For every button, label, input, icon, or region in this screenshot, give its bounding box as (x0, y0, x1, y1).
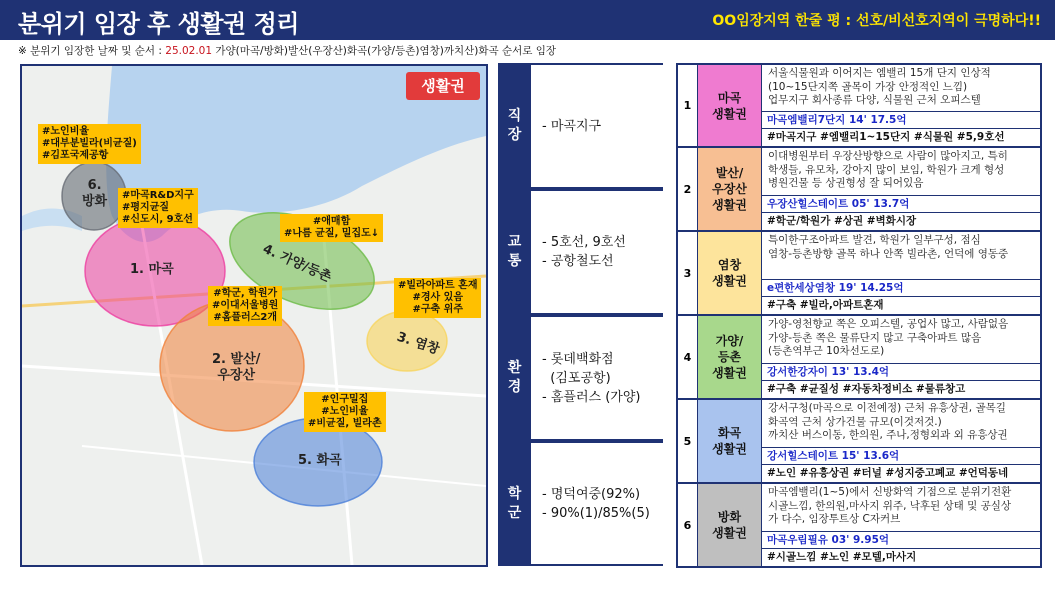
area-description (762, 148, 1040, 193)
area-row-6 (678, 484, 1040, 566)
area-number: 6 (678, 484, 698, 566)
map-tag-magok: #마곡R&D지구 #평지균질 #신도시, 9호선 (118, 188, 198, 228)
category-label: 직장 (498, 65, 531, 187)
zone-label-4: 4. 가양/등촌 (260, 241, 334, 286)
area-description (762, 232, 1040, 263)
map-tag-yeomchang: #빌라아파트 혼재 #경사 있음 #구축 위주 (394, 278, 481, 318)
description-line: 가 다수, 임장투트상 C자커브 (768, 513, 901, 525)
area-name: 발산/ 우장산 생활권 (698, 148, 762, 230)
area-name: 마곡 생활권 (698, 65, 762, 146)
zone-label-6: 6. 방화 (82, 178, 108, 209)
description-line: 병원건물 등 상권형성 잘 되어있음 (768, 177, 924, 189)
representative-apartment: 마곡우림필유 03' 9.95억 (762, 531, 1040, 549)
zone-label-5: 5. 화곡 (298, 453, 342, 468)
description-line: 염창-등촌방향 골목 하나 안쪽 빌라촌, 언덕에 영동중 (768, 247, 1009, 260)
notice-route: 가양(마곡/방화)발산(우장산)화곡(가양/등촌)염창)까치산)화곡 순서로 임장 (215, 45, 557, 57)
description-line: 가양-등촌 쪽은 물류단지 많고 구축아파트 많음 (768, 331, 982, 344)
description-line: (등촌역부근 10차선도로) (768, 345, 885, 357)
category-environment (498, 315, 663, 441)
area-number: 1 (678, 65, 698, 146)
area-row-1 (678, 65, 1040, 148)
description-line: 서울식물원과 이어지는 엠밸리 15개 단지 인상적 (768, 67, 991, 79)
visit-notice (18, 43, 556, 58)
map-tag-banghwa: #노인비율 #대부분빌라(비균질) #김포국제공항 (38, 124, 141, 164)
area-description (762, 484, 1040, 529)
description-line: 학생들, 유모차, 강아지 많이 보임, 학원가 크게 형성 (768, 163, 1005, 176)
area-hashtags: #학군/학원가 #상권 #벽화시장 (767, 215, 917, 227)
area-name: 방화 생활권 (698, 484, 762, 566)
area-detail (762, 65, 1040, 146)
notice-date: 25.02.01 (165, 45, 213, 57)
area-name: 화곡 생활권 (698, 400, 762, 482)
category-values: - 5호선, 9호선 - 공항철도선 (542, 235, 626, 269)
map-badge: 생활권 (406, 72, 480, 100)
category-transport (498, 189, 663, 315)
area-row-5 (678, 400, 1040, 484)
category-school (498, 441, 663, 566)
zone-label-2: 2. 발산/ 우장산 (212, 352, 261, 383)
category-label: 교통 (498, 191, 531, 313)
description-line: (10~15단지쪽 골목이 가장 안정적인 느낌) (768, 80, 968, 93)
area-detail (762, 484, 1040, 566)
area-hashtags: #노인 #유흥상권 #터널 #성지중고폐교 #언덕동네 (767, 467, 1009, 479)
description-line: 강서구청(마곡으로 이전예정) 근처 유흥상권, 골목길 (768, 402, 1006, 414)
area-hashtags: #마곡지구 #엠밸리1~15단지 #식물원 #5,9호선 (767, 131, 1005, 143)
area-number: 4 (678, 316, 698, 398)
area-row-4 (678, 316, 1040, 400)
description-line: 가양-영천향교 쪽은 오피스텔, 공업사 많고, 사람없음 (768, 318, 1009, 330)
area-detail (762, 400, 1040, 482)
category-work (498, 63, 663, 189)
area-detail (762, 148, 1040, 230)
category-values: - 명덕여중(92%) - 90%(1)/85%(5) (542, 486, 650, 521)
representative-apartment: 우장산힐스테이트 05' 13.7억 (762, 195, 1040, 213)
representative-apartment: 강서한강자이 13' 13.4억 (762, 363, 1040, 381)
map-tag-balsan: #학군, 학원가 #이대서울병원 #홈플러스2개 (208, 286, 282, 326)
page-header (0, 0, 1055, 40)
category-label: 학군 (498, 443, 531, 564)
area-description (762, 316, 1040, 361)
category-panel (498, 63, 663, 566)
area-row-2 (678, 148, 1040, 232)
area-summary-table (676, 63, 1042, 568)
description-line: 이대병원부터 우장산방향으로 사람이 많아지고, 특히 (768, 150, 1008, 162)
area-description (762, 400, 1040, 445)
map-tag-gayang: #애매함 #나름 균질, 밀집도↓ (280, 214, 383, 242)
page-title: 분위기 임장 후 생활권 정리 (18, 10, 299, 38)
area-name: 염창 생활권 (698, 232, 762, 314)
area-detail (762, 232, 1040, 314)
zone-label-1: 1. 마곡 (130, 262, 174, 277)
category-values: - 마곡지구 (542, 118, 602, 134)
map-tag-hwagok: #인구밀집 #노인비율 #비균질, 빌라촌 (304, 392, 386, 432)
area-row-3 (678, 232, 1040, 316)
area-number: 5 (678, 400, 698, 482)
area-hashtags: #구축 #균질성 #자동차정비소 #물류창고 (767, 383, 966, 395)
area-map (20, 64, 488, 567)
description-line: 특이한구조아파트 발견, 학원가 일부구성, 점심 (768, 234, 981, 246)
area-number: 2 (678, 148, 698, 230)
area-detail (762, 316, 1040, 398)
category-values: - 롯데백화점 (김포공항) - 홈플러스 (가양) (542, 351, 641, 405)
area-hashtags: #시골느낌 #노인 #모텔,마사지 (767, 551, 917, 563)
description-line: 까치산 버스이동, 한의원, 주나,정형외과 외 유흥상권 (768, 429, 1008, 441)
description-line: 시골느낌, 한의원,마사지 위주, 낙후된 상태 및 공실상 (768, 499, 1012, 512)
representative-apartment: 강서힐스테이트 15' 13.6억 (762, 447, 1040, 465)
category-label: 환경 (498, 317, 531, 439)
representative-apartment: 마곡엠밸리7단지 14' 17.5억 (762, 111, 1040, 129)
zone-label-3: 3. 염창 (394, 329, 442, 358)
area-hashtags: #구축 #빌라,아파트혼재 (767, 299, 884, 311)
area-number: 3 (678, 232, 698, 314)
area-name: 가양/ 등촌 생활권 (698, 316, 762, 398)
page-subtitle: OO임장지역 한줄 평 : 선호/비선호지역이 극명하다!! (712, 13, 1041, 29)
description-line: 마곡엠밸리(1~5)에서 신방화역 기점으로 분위기전환 (768, 486, 1012, 498)
notice-prefix: ※ 분위기 임장한 날짜 및 순서 : (18, 45, 166, 57)
description-line: 업무지구 회사종류 다양, 식물원 근처 오피스텔 (768, 94, 981, 106)
area-description (762, 65, 1040, 110)
description-line: 화곡역 근처 상가건물 규모(이것저것.) (768, 415, 942, 428)
representative-apartment: e편한세상염창 19' 14.25억 (762, 279, 1040, 297)
